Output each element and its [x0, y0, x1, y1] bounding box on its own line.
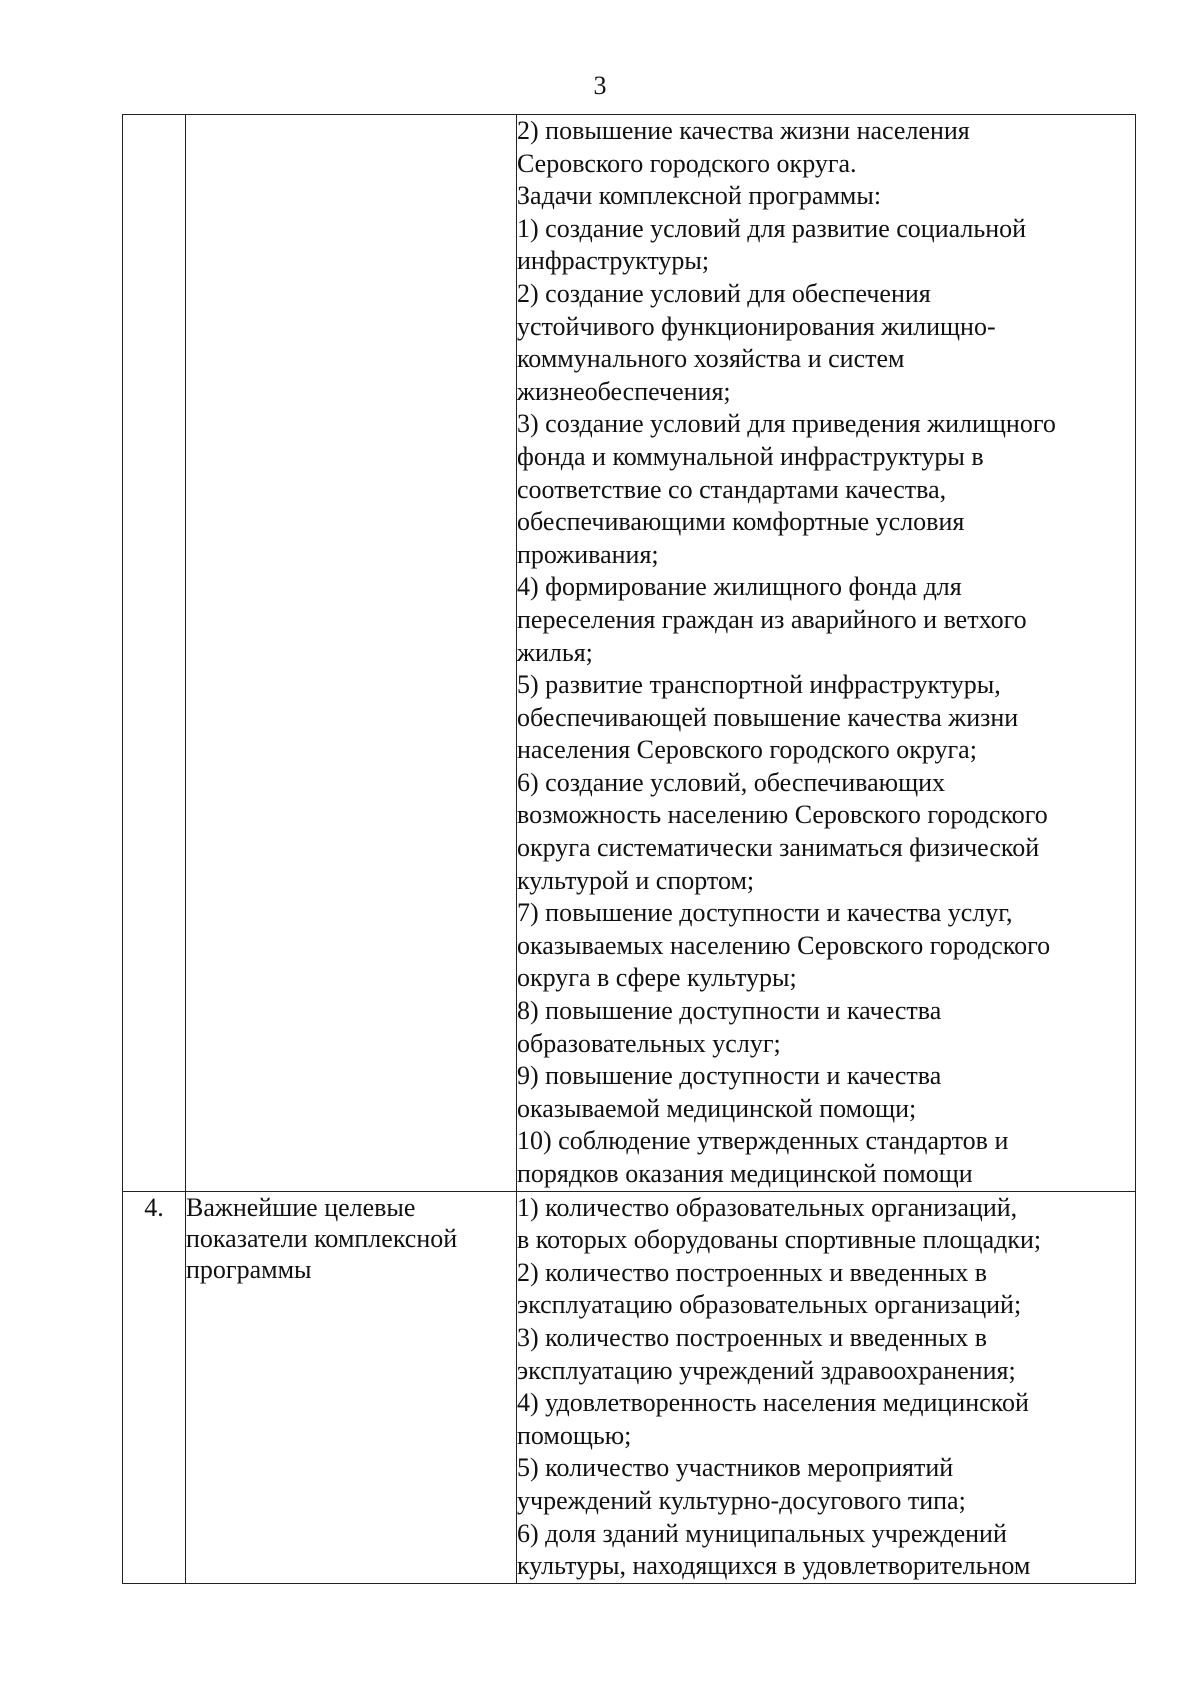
content-line: оказываемой медицинской помощи;	[517, 1093, 917, 1123]
content-line: эксплуатацию учреждений здравоохранения;	[517, 1355, 1016, 1385]
row-name-cell	[186, 115, 517, 1192]
table-row	[123, 1191, 1136, 1583]
content-line: 5) развитие транспортной инфраструктуры,	[517, 670, 1001, 700]
row-number-cell: 4.	[123, 1191, 186, 1583]
content-line: учреждений культурно-досугового типа;	[517, 1485, 966, 1515]
content-line: населения Серовского городского округа;	[517, 735, 977, 765]
row-number-cell	[123, 115, 186, 1192]
content-line: образовательных услуг;	[517, 1028, 781, 1058]
content-line: 4) удовлетворенность населения медицинской	[517, 1388, 1029, 1418]
content-line: 4) формирование жилищного фонда для	[517, 572, 962, 602]
content-line: Серовского городского округа.	[517, 148, 857, 178]
content-line: устойчивого функционирования жилищно-	[517, 311, 996, 341]
content-line: 6) доля зданий муниципальных учреждений	[517, 1518, 1007, 1548]
content-line: 5) количество участников мероприятий	[517, 1453, 954, 1483]
content-line: жизнеобеспечения;	[517, 376, 731, 406]
content-line: 8) повышение доступности и качества	[517, 996, 942, 1026]
content-line: переселения граждан из аварийного и ветхого	[517, 604, 1027, 634]
page-number: 3	[593, 71, 607, 100]
content-line: возможность населению Серовского городского	[517, 800, 1048, 830]
content-line: проживания;	[517, 539, 659, 569]
content-line: 7) повышение доступности и качества услуг,	[517, 898, 1013, 928]
table-row	[123, 115, 1136, 1192]
content-line: коммунального хозяйства и систем	[517, 344, 905, 374]
content-line: оказываемых населению Серовского городского	[517, 930, 1051, 960]
content-line: 3) создание условий для приведения жилищного	[517, 409, 1056, 439]
content-line: Задачи комплексной программы:	[517, 181, 882, 211]
content-line: фонда и коммунальной инфраструктуры в	[517, 441, 984, 471]
content-line: 3) количество построенных и введенных в	[517, 1322, 988, 1352]
content-line: округа в сфере культуры;	[517, 963, 797, 993]
content-line: 10) соблюдение утвержденных стандартов и	[517, 1126, 1009, 1156]
content-line: 6) создание условий, обеспечивающих	[517, 767, 945, 797]
content-line: жилья;	[517, 637, 593, 667]
content-line: культурой и спортом;	[517, 865, 755, 895]
name-line: показатели комплексной	[186, 1223, 458, 1253]
content-line: помощью;	[517, 1420, 632, 1450]
content-line: культуры, находящихся в удовлетворительном	[517, 1551, 1031, 1581]
passport-table	[122, 114, 1136, 1584]
content-line: инфраструктуры;	[517, 246, 710, 276]
content-line: 2) количество построенных и введенных в	[517, 1257, 988, 1287]
row-content-cell	[517, 115, 1136, 1192]
content-line: 2) повышение качества жизни населения	[517, 116, 970, 145]
content-line: 1) создание условий для развитие социальной	[517, 213, 1027, 243]
content-line: 2) создание условий для обеспечения	[517, 278, 931, 308]
row-name-cell	[186, 1191, 517, 1583]
content-line: порядков оказания медицинской помощи	[517, 1159, 973, 1188]
row-content-cell	[517, 1191, 1136, 1583]
content-line: в которых оборудованы спортивные площадки;	[517, 1225, 1042, 1255]
name-line: программы	[186, 1254, 312, 1284]
content-line: 1) количество образовательных организаций,	[517, 1192, 1018, 1222]
content-line: эксплуатацию образовательных организаций;	[517, 1290, 1022, 1320]
content-line: 9) повышение доступности и качества	[517, 1061, 942, 1091]
name-line: Важнейшие целевые	[186, 1192, 416, 1222]
content-line: обеспечивающей повышение качества жизни	[517, 702, 1019, 732]
content-line: соответствие со стандартами качества,	[517, 474, 947, 504]
content-line: округа систематически заниматься физической	[517, 833, 1040, 863]
content-line: обеспечивающими комфортные условия	[517, 507, 965, 537]
